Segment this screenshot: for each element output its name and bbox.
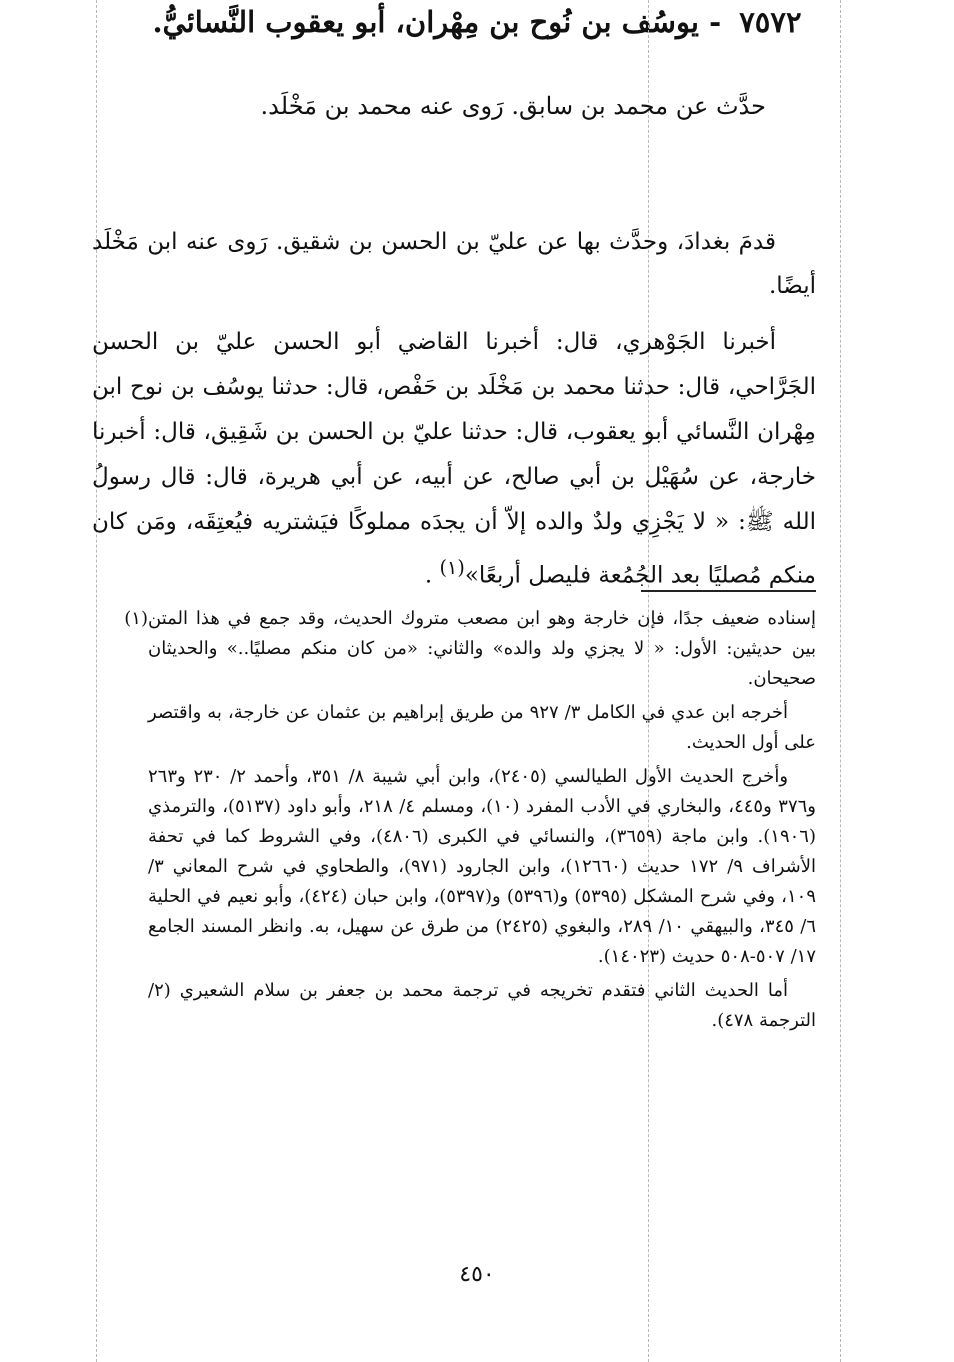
footnote-reference: (١) [439, 556, 465, 579]
scan-artifact-line [840, 0, 841, 1362]
paragraph-2 [92, 320, 816, 599]
paragraph-2-text: أخبرنا الجَوْهري، قال: أخبرنا القاضي أبو الحسن عليّ بن الحسن الجَرَّاحي، قال: حدثنا محمد بن مَخْلَد بن حَفْص، قال: حدثنا يوسُف بن نوح ابن مِهْران النَّسائي أبو يعقوب، قال: حدثنا عليّ بن الحسن بن شَقِيق، قال: أخبرنا خارجة، عن سُهَيْل بن أبي صالح، عن أبيه، عن أبي هريرة، قال: قال رسولُ الله ﷺ: « لا يَجْزِي ولدٌ والده إلاّ أن يجدَه مملوكًا فيَشتريه فيُعتِقَه، ومَن كان منكم مُصليًا بعد الجُمُعة فليصل أربعًا» [92, 329, 816, 589]
paragraph-2-end: . [424, 562, 440, 589]
page-number: ٤٥٠ [459, 1262, 495, 1287]
footnote-marker: (١) [124, 608, 148, 629]
footnote-separator [641, 590, 816, 592]
footnote-paragraph: أما الحديث الثاني فتقدم تخريجه في ترجمة محمد بن جعفر بن سلام الشعيري (٢/ الترجمة ٤٧٨). [148, 980, 816, 1031]
top-line: حدَّث عن محمد بن سابق. رَوى عنه محمد بن مَخْلَد. [260, 92, 766, 120]
footnote-body [148, 604, 816, 1040]
paragraph-1: قدمَ بغدادَ، وحدَّث بها عن عليّ بن الحسن بن شقيق. رَوى عنه ابن مَخْلَد أيضًا. [92, 229, 816, 299]
entry-title: - يوسُف بن نُوح بن مِهْران، أبو يعقوب النَّسائيُّ. [152, 5, 722, 39]
entry-number: ٧٥٧٢ [739, 5, 802, 39]
footnote [92, 604, 816, 1040]
footnote-paragraph: إسناده ضعيف جدًا، فإن خارجة وهو ابن مصعب متروك الحديث، وقد جمع في هذا المتن بين حديثين: الأول: « لا يجزي ولد والده» والثاني: «من كان منكم مصليًا..» والحديثان صحيحان. [148, 608, 816, 689]
entry-heading [0, 0, 954, 44]
footnote-paragraph: وأخرج الحديث الأول الطيالسي (٢٤٠٥)، وابن أبي شيبة ٨/ ٣٥١، وأحمد ٢/ ٢٣٠ و٢٦٣ و٣٧٦ و٤٤٥، والبخاري في الأدب المفرد (١٠)، ومسلم ٤/ ٢١٨، وأبو داود (٥١٣٧)، والترمذي (١٩٠٦). وابن ماجة (٣٦٥٩)، والنسائي في الكبرى (٤٨٠٦)، وفي الشروط كما في تحفة الأشراف ٩/ ١٧٢ حديث (١٢٦٦٠)، وابن الجارود (٩٧١)، والطحاوي في شرح المعاني ٣/ ١٠٩، وفي شرح المشكل (٥٣٩٥) و(٥٣٩٦) و(٥٣٩٧)، وابن حبان (٤٢٤)، وأبو نعيم في الحلية ٦/ ٣٤٥، والبيهقي ١٠/ ٢٨٩، والبغوي (٢٤٢٥) من طرق عن سهيل، به. وانظر المسند الجامع ١٧/ ٥٠٧-٥٠٨ حديث (١٤٠٢٣). [148, 766, 816, 967]
footnote-paragraph: أخرجه ابن عدي في الكامل ٣/ ٩٢٧ من طريق إبراهيم بن عثمان عن خارجة، به واقتصر على أول الحديث. [148, 702, 816, 753]
